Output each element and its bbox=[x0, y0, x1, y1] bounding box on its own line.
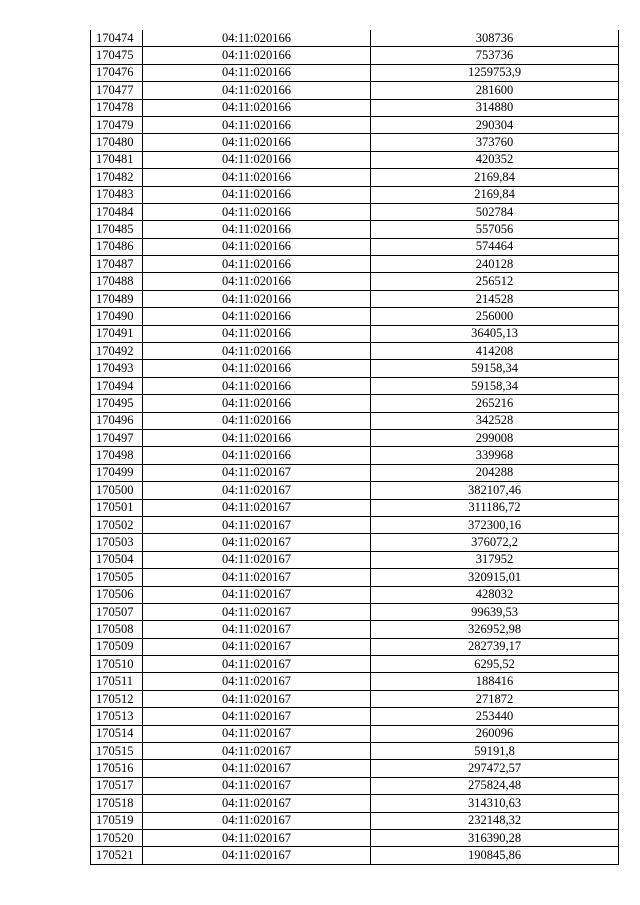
table-row bbox=[91, 447, 619, 464]
cadastral-code-cell: 04:11:020166 bbox=[143, 308, 371, 325]
cadastral-code-cell: 04:11:020166 bbox=[143, 429, 371, 446]
table-row bbox=[91, 82, 619, 99]
amount-cell: 59158,34 bbox=[371, 377, 619, 394]
amount-cell: 311186,72 bbox=[371, 499, 619, 516]
table-row bbox=[91, 586, 619, 603]
cadastral-code-cell: 04:11:020167 bbox=[143, 760, 371, 777]
amount-cell: 99639,53 bbox=[371, 603, 619, 620]
table-row bbox=[91, 325, 619, 342]
row-id-cell: 170516 bbox=[91, 760, 143, 777]
row-id-cell: 170491 bbox=[91, 325, 143, 342]
cadastral-code-cell: 04:11:020166 bbox=[143, 256, 371, 273]
amount-cell: 753736 bbox=[371, 47, 619, 64]
cadastral-code-cell: 04:11:020167 bbox=[143, 812, 371, 829]
row-id-cell: 170490 bbox=[91, 308, 143, 325]
table-row bbox=[91, 116, 619, 133]
table-row bbox=[91, 569, 619, 586]
cadastral-code-cell: 04:11:020166 bbox=[143, 447, 371, 464]
cadastral-code-cell: 04:11:020167 bbox=[143, 708, 371, 725]
data-table bbox=[90, 30, 619, 865]
row-id-cell: 170499 bbox=[91, 464, 143, 481]
cadastral-code-cell: 04:11:020167 bbox=[143, 551, 371, 568]
row-id-cell: 170487 bbox=[91, 256, 143, 273]
cadastral-code-cell: 04:11:020166 bbox=[143, 30, 371, 47]
row-id-cell: 170476 bbox=[91, 64, 143, 81]
cadastral-code-cell: 04:11:020166 bbox=[143, 64, 371, 81]
table-row bbox=[91, 795, 619, 812]
amount-cell: 297472,57 bbox=[371, 760, 619, 777]
row-id-cell: 170479 bbox=[91, 116, 143, 133]
row-id-cell: 170486 bbox=[91, 238, 143, 255]
row-id-cell: 170498 bbox=[91, 447, 143, 464]
row-id-cell: 170518 bbox=[91, 795, 143, 812]
amount-cell: 317952 bbox=[371, 551, 619, 568]
cadastral-code-cell: 04:11:020166 bbox=[143, 99, 371, 116]
cadastral-code-cell: 04:11:020166 bbox=[143, 186, 371, 203]
cadastral-code-cell: 04:11:020167 bbox=[143, 847, 371, 864]
table-row bbox=[91, 151, 619, 168]
row-id-cell: 170492 bbox=[91, 343, 143, 360]
row-id-cell: 170478 bbox=[91, 99, 143, 116]
amount-cell: 414208 bbox=[371, 343, 619, 360]
table-row bbox=[91, 256, 619, 273]
row-id-cell: 170513 bbox=[91, 708, 143, 725]
cadastral-code-cell: 04:11:020166 bbox=[143, 221, 371, 238]
table-row bbox=[91, 30, 619, 47]
row-id-cell: 170482 bbox=[91, 169, 143, 186]
row-id-cell: 170481 bbox=[91, 151, 143, 168]
row-id-cell: 170519 bbox=[91, 812, 143, 829]
table-row bbox=[91, 847, 619, 864]
row-id-cell: 170494 bbox=[91, 377, 143, 394]
cadastral-code-cell: 04:11:020166 bbox=[143, 151, 371, 168]
amount-cell: 214528 bbox=[371, 290, 619, 307]
table-row bbox=[91, 621, 619, 638]
cadastral-code-cell: 04:11:020167 bbox=[143, 464, 371, 481]
table-row bbox=[91, 273, 619, 290]
table-row bbox=[91, 690, 619, 707]
amount-cell: 281600 bbox=[371, 82, 619, 99]
table-row bbox=[91, 743, 619, 760]
cadastral-code-cell: 04:11:020166 bbox=[143, 395, 371, 412]
amount-cell: 308736 bbox=[371, 30, 619, 47]
row-id-cell: 170493 bbox=[91, 360, 143, 377]
row-id-cell: 170500 bbox=[91, 482, 143, 499]
table-body bbox=[91, 30, 619, 864]
row-id-cell: 170483 bbox=[91, 186, 143, 203]
amount-cell: 1259753,9 bbox=[371, 64, 619, 81]
cadastral-code-cell: 04:11:020167 bbox=[143, 482, 371, 499]
amount-cell: 275824,48 bbox=[371, 777, 619, 794]
cadastral-code-cell: 04:11:020166 bbox=[143, 325, 371, 342]
table-row bbox=[91, 551, 619, 568]
row-id-cell: 170501 bbox=[91, 499, 143, 516]
amount-cell: 240128 bbox=[371, 256, 619, 273]
amount-cell: 290304 bbox=[371, 116, 619, 133]
table-row bbox=[91, 395, 619, 412]
cadastral-code-cell: 04:11:020167 bbox=[143, 499, 371, 516]
amount-cell: 342528 bbox=[371, 412, 619, 429]
cadastral-code-cell: 04:11:020167 bbox=[143, 569, 371, 586]
table-row bbox=[91, 169, 619, 186]
amount-cell: 256000 bbox=[371, 308, 619, 325]
cadastral-code-cell: 04:11:020167 bbox=[143, 656, 371, 673]
table-row bbox=[91, 673, 619, 690]
table-row bbox=[91, 203, 619, 220]
amount-cell: 2169,84 bbox=[371, 169, 619, 186]
table-row bbox=[91, 482, 619, 499]
amount-cell: 299008 bbox=[371, 429, 619, 446]
row-id-cell: 170517 bbox=[91, 777, 143, 794]
amount-cell: 6295,52 bbox=[371, 656, 619, 673]
table-row bbox=[91, 186, 619, 203]
cadastral-code-cell: 04:11:020166 bbox=[143, 116, 371, 133]
amount-cell: 260096 bbox=[371, 725, 619, 742]
row-id-cell: 170475 bbox=[91, 47, 143, 64]
amount-cell: 232148,32 bbox=[371, 812, 619, 829]
amount-cell: 59191,8 bbox=[371, 743, 619, 760]
row-id-cell: 170506 bbox=[91, 586, 143, 603]
cadastral-code-cell: 04:11:020166 bbox=[143, 273, 371, 290]
table-row bbox=[91, 360, 619, 377]
row-id-cell: 170484 bbox=[91, 203, 143, 220]
row-id-cell: 170477 bbox=[91, 82, 143, 99]
amount-cell: 502784 bbox=[371, 203, 619, 220]
row-id-cell: 170510 bbox=[91, 656, 143, 673]
cadastral-code-cell: 04:11:020167 bbox=[143, 516, 371, 533]
table-row bbox=[91, 412, 619, 429]
row-id-cell: 170512 bbox=[91, 690, 143, 707]
cadastral-code-cell: 04:11:020167 bbox=[143, 586, 371, 603]
row-id-cell: 170515 bbox=[91, 743, 143, 760]
row-id-cell: 170504 bbox=[91, 551, 143, 568]
amount-cell: 382107,46 bbox=[371, 482, 619, 499]
table-row bbox=[91, 64, 619, 81]
amount-cell: 2169,84 bbox=[371, 186, 619, 203]
document-page bbox=[90, 30, 618, 865]
cadastral-code-cell: 04:11:020166 bbox=[143, 343, 371, 360]
amount-cell: 256512 bbox=[371, 273, 619, 290]
cadastral-code-cell: 04:11:020166 bbox=[143, 169, 371, 186]
amount-cell: 428032 bbox=[371, 586, 619, 603]
amount-cell: 282739,17 bbox=[371, 638, 619, 655]
row-id-cell: 170509 bbox=[91, 638, 143, 655]
amount-cell: 320915,01 bbox=[371, 569, 619, 586]
amount-cell: 204288 bbox=[371, 464, 619, 481]
row-id-cell: 170495 bbox=[91, 395, 143, 412]
table-row bbox=[91, 829, 619, 846]
amount-cell: 420352 bbox=[371, 151, 619, 168]
cadastral-code-cell: 04:11:020167 bbox=[143, 777, 371, 794]
cadastral-code-cell: 04:11:020167 bbox=[143, 795, 371, 812]
amount-cell: 373760 bbox=[371, 134, 619, 151]
cadastral-code-cell: 04:11:020166 bbox=[143, 82, 371, 99]
table-row bbox=[91, 638, 619, 655]
row-id-cell: 170507 bbox=[91, 603, 143, 620]
amount-cell: 326952,98 bbox=[371, 621, 619, 638]
row-id-cell: 170502 bbox=[91, 516, 143, 533]
cadastral-code-cell: 04:11:020167 bbox=[143, 725, 371, 742]
table-row bbox=[91, 429, 619, 446]
cadastral-code-cell: 04:11:020167 bbox=[143, 743, 371, 760]
cadastral-code-cell: 04:11:020167 bbox=[143, 690, 371, 707]
amount-cell: 253440 bbox=[371, 708, 619, 725]
cadastral-code-cell: 04:11:020167 bbox=[143, 603, 371, 620]
amount-cell: 339968 bbox=[371, 447, 619, 464]
row-id-cell: 170508 bbox=[91, 621, 143, 638]
table-row bbox=[91, 656, 619, 673]
row-id-cell: 170511 bbox=[91, 673, 143, 690]
cadastral-code-cell: 04:11:020166 bbox=[143, 290, 371, 307]
cadastral-code-cell: 04:11:020166 bbox=[143, 377, 371, 394]
row-id-cell: 170496 bbox=[91, 412, 143, 429]
amount-cell: 316390,28 bbox=[371, 829, 619, 846]
row-id-cell: 170503 bbox=[91, 534, 143, 551]
table-row bbox=[91, 464, 619, 481]
cadastral-code-cell: 04:11:020166 bbox=[143, 134, 371, 151]
table-row bbox=[91, 377, 619, 394]
row-id-cell: 170480 bbox=[91, 134, 143, 151]
amount-cell: 557056 bbox=[371, 221, 619, 238]
amount-cell: 314310,63 bbox=[371, 795, 619, 812]
table-row bbox=[91, 534, 619, 551]
table-row bbox=[91, 812, 619, 829]
amount-cell: 188416 bbox=[371, 673, 619, 690]
table-row bbox=[91, 343, 619, 360]
row-id-cell: 170497 bbox=[91, 429, 143, 446]
row-id-cell: 170485 bbox=[91, 221, 143, 238]
cadastral-code-cell: 04:11:020166 bbox=[143, 360, 371, 377]
amount-cell: 265216 bbox=[371, 395, 619, 412]
amount-cell: 36405,13 bbox=[371, 325, 619, 342]
amount-cell: 376072,2 bbox=[371, 534, 619, 551]
table-row bbox=[91, 290, 619, 307]
cadastral-code-cell: 04:11:020166 bbox=[143, 412, 371, 429]
cadastral-code-cell: 04:11:020166 bbox=[143, 47, 371, 64]
cadastral-code-cell: 04:11:020167 bbox=[143, 638, 371, 655]
cadastral-code-cell: 04:11:020166 bbox=[143, 203, 371, 220]
cadastral-code-cell: 04:11:020167 bbox=[143, 673, 371, 690]
amount-cell: 372300,16 bbox=[371, 516, 619, 533]
table-row bbox=[91, 134, 619, 151]
table-row bbox=[91, 47, 619, 64]
table-row bbox=[91, 603, 619, 620]
table-row bbox=[91, 308, 619, 325]
amount-cell: 271872 bbox=[371, 690, 619, 707]
row-id-cell: 170505 bbox=[91, 569, 143, 586]
row-id-cell: 170474 bbox=[91, 30, 143, 47]
row-id-cell: 170521 bbox=[91, 847, 143, 864]
amount-cell: 190845,86 bbox=[371, 847, 619, 864]
table-row bbox=[91, 238, 619, 255]
amount-cell: 314880 bbox=[371, 99, 619, 116]
table-row bbox=[91, 760, 619, 777]
row-id-cell: 170520 bbox=[91, 829, 143, 846]
amount-cell: 574464 bbox=[371, 238, 619, 255]
cadastral-code-cell: 04:11:020167 bbox=[143, 829, 371, 846]
table-row bbox=[91, 516, 619, 533]
table-row bbox=[91, 99, 619, 116]
amount-cell: 59158,34 bbox=[371, 360, 619, 377]
table-row bbox=[91, 708, 619, 725]
table-row bbox=[91, 221, 619, 238]
row-id-cell: 170514 bbox=[91, 725, 143, 742]
cadastral-code-cell: 04:11:020167 bbox=[143, 621, 371, 638]
cadastral-code-cell: 04:11:020167 bbox=[143, 534, 371, 551]
table-row bbox=[91, 499, 619, 516]
row-id-cell: 170488 bbox=[91, 273, 143, 290]
table-row bbox=[91, 725, 619, 742]
cadastral-code-cell: 04:11:020166 bbox=[143, 238, 371, 255]
table-row bbox=[91, 777, 619, 794]
row-id-cell: 170489 bbox=[91, 290, 143, 307]
